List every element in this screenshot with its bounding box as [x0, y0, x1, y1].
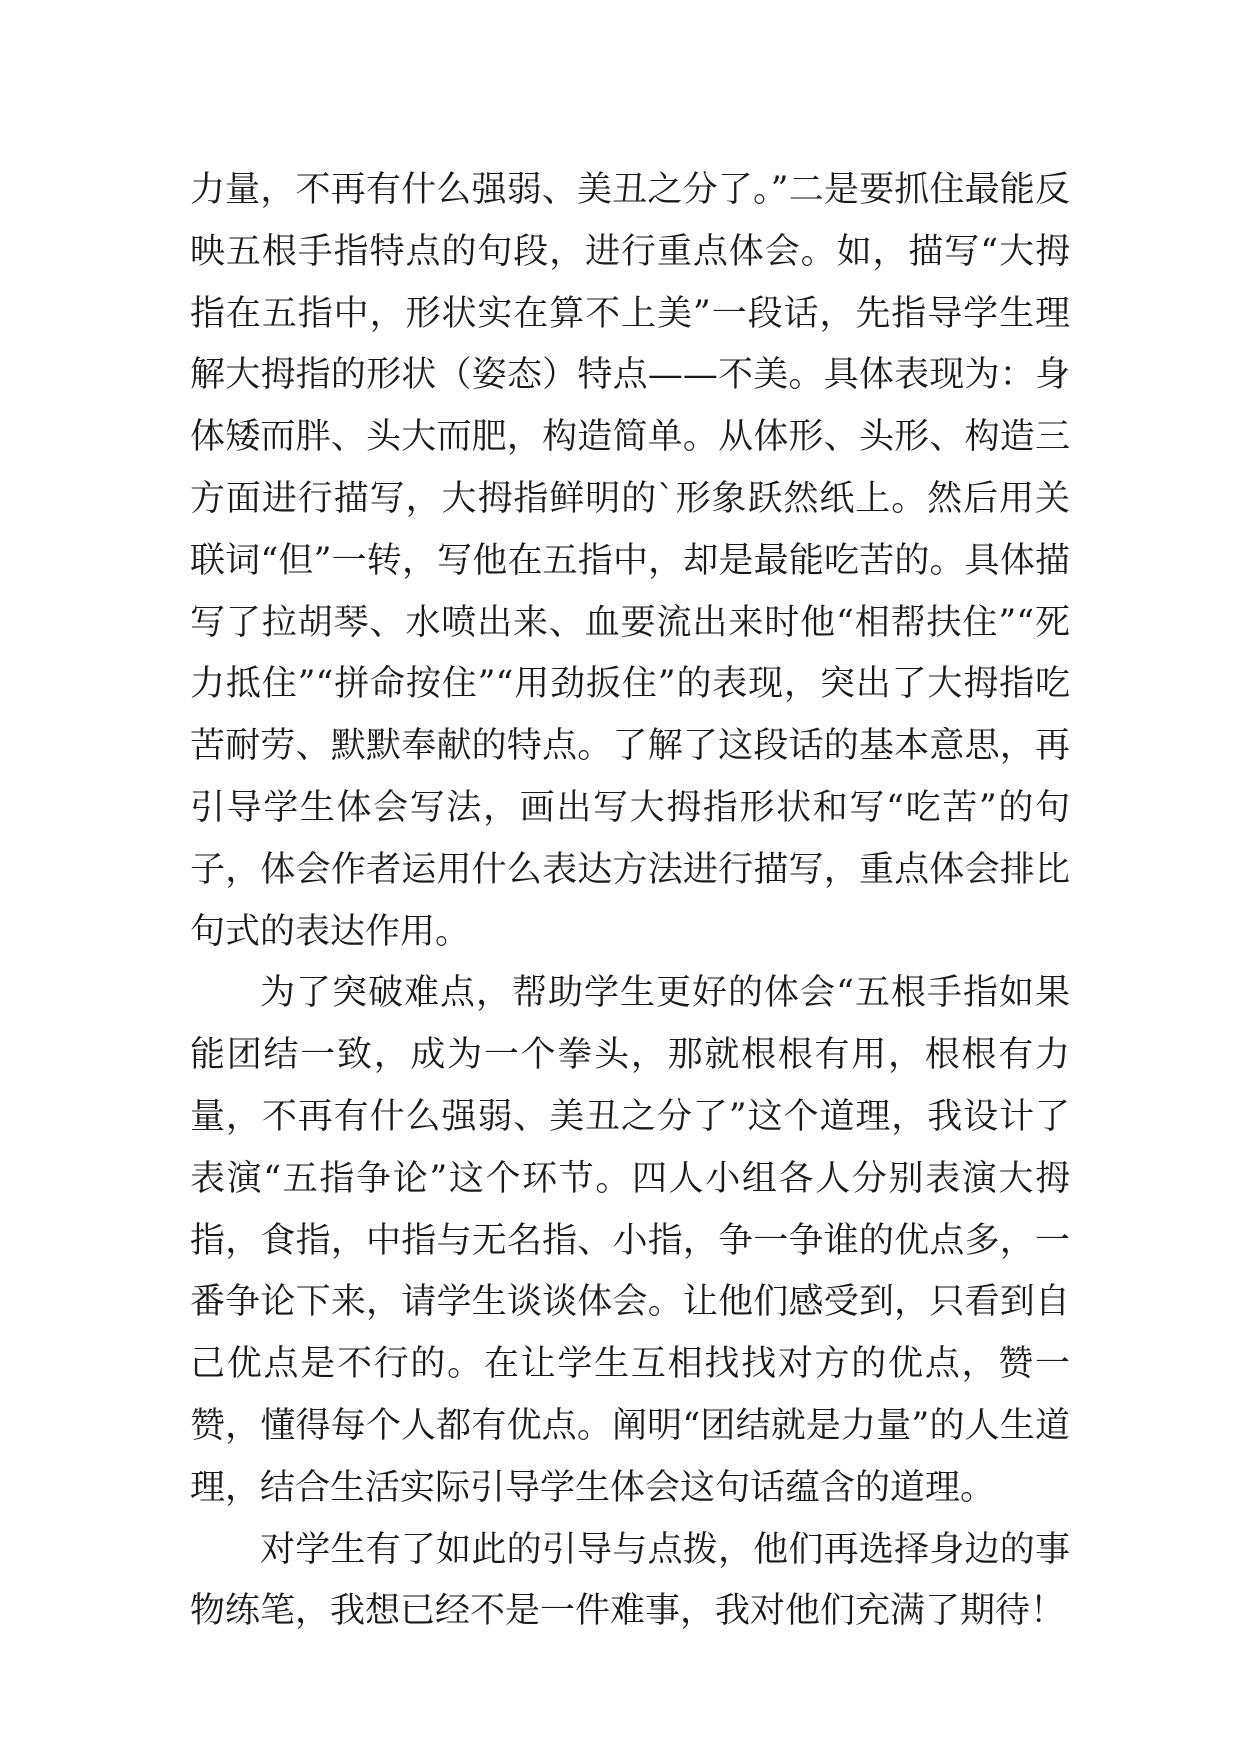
body-text [190, 160, 1070, 1643]
paragraph-conclusion: 对学生有了如此的引导与点拨，他们再选择身边的事物练笔，我想已经不是一件难事，我对他们充满了期待！ [190, 1529, 1070, 1632]
paragraph-continuation: 力量，不再有什么强弱、美丑之分了。”二是要抓住最能反映五根手指特点的句段，进行重点体会。如，描写“大拇指在五指中，形状实在算不上美”一段话，先指导学生理解大拇指的形状（姿态）特点——不美。具体表现为：身体矮而胖、头大而肥，构造简单。从体形、头形、构造三方面进行描写，大拇指鲜明的`形象跃然纸上。然后用关联词“但”一转，写他在五指中，却是最能吃苦的。具体描写了拉胡琴、水喷出来、血要流出来时他“相帮扶住”“死力抵住”“拼命按住”“用劲扳住”的表现，突出了大拇指吃苦耐劳、默默奉献的特点。了解了这段话的基本意思，再引导学生体会写法，画出写大拇指形状和写“吃苦”的句子，体会作者运用什么表达方法进行描写，重点体会排比句式的表达作用。 [190, 170, 1070, 952]
paragraph-difficulty: 为了突破难点，帮助学生更好的体会“五根手指如果能团结一致，成为一个拳头，那就根根有用，根根有力量，不再有什么强弱、美丑之分了”这个道理，我设计了表演“五指争论”这个环节。四人小组各人分别表演大拇指，食指，中指与无名指、小指，争一争谁的优点多，一番争论下来，请学生谈谈体会。让他们感受到，只看到自己优点是不行的。在让学生互相找找对方的优点，赞一赞，懂得每个人都有优点。阐明“团结就是力量”的人生道理，结合生活实际引导学生体会这句话蕴含的道理。 [190, 973, 1070, 1508]
